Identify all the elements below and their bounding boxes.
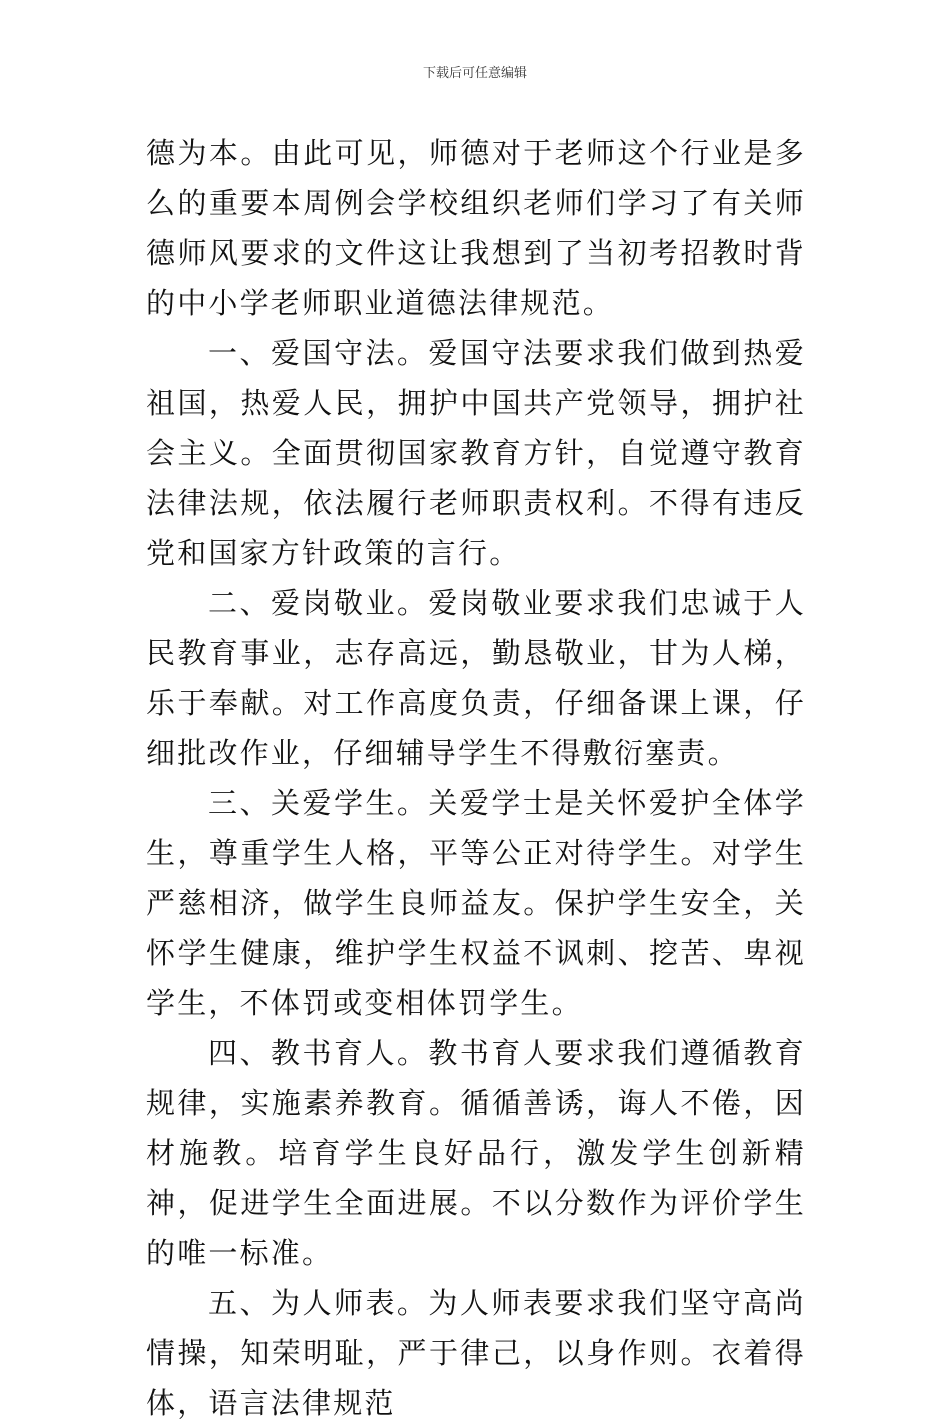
- document-body: [146, 128, 806, 1428]
- paragraph-dedication: 二、爱岗敬业。爱岗敬业要求我们忠诚于人民教育事业，志存高远，勤恳敬业，甘为人梯，乐于奉献。对工作高度负责，仔细备课上课，仔细批改作业，仔细辅导学生不得敷衍塞责。: [146, 586, 806, 770]
- paragraph-care-for-students: 三、关爱学生。关爱学士是关怀爱护全体学生，尊重学生人格，平等公正对待学生。对学生严慈相济，做学生良师益友。保护学生安全，关怀学生健康，维护学生权益不讽刺、挖苦、卑视学生，不体罚或变相体罚学生。: [146, 786, 806, 1020]
- paragraph-teaching: 四、教书育人。教书育人要求我们遵循教育规律，实施素养教育。循循善诱，诲人不倦，因材施教。培育学生良好品行，激发学生创新精神，促进学生全面进展。不以分数作为评价学生的唯一标准。: [146, 1036, 806, 1270]
- paragraph-patriotism: 一、爱国守法。爱国守法要求我们做到热爱祖国，热爱人民，拥护中国共产党领导，拥护社会主义。全面贯彻国家教育方针，自觉遵守教育法律法规，依法履行老师职责权利。不得有违反党和国家方针政策的言行。: [146, 336, 806, 570]
- paragraph-role-model: 五、为人师表。为人师表要求我们坚守高尚情操，知荣明耻，严于律己，以身作则。衣着得体，语言法律规范: [146, 1286, 806, 1420]
- page-header: 下载后可任意编辑: [422, 66, 527, 81]
- paragraph-continuation: 德为本。由此可见，师德对于老师这个行业是多么的重要本周例会学校组织老师们学习了有关师德师风要求的文件这让我想到了当初考招教时背的中小学老师职业道德法律规范。: [146, 136, 806, 320]
